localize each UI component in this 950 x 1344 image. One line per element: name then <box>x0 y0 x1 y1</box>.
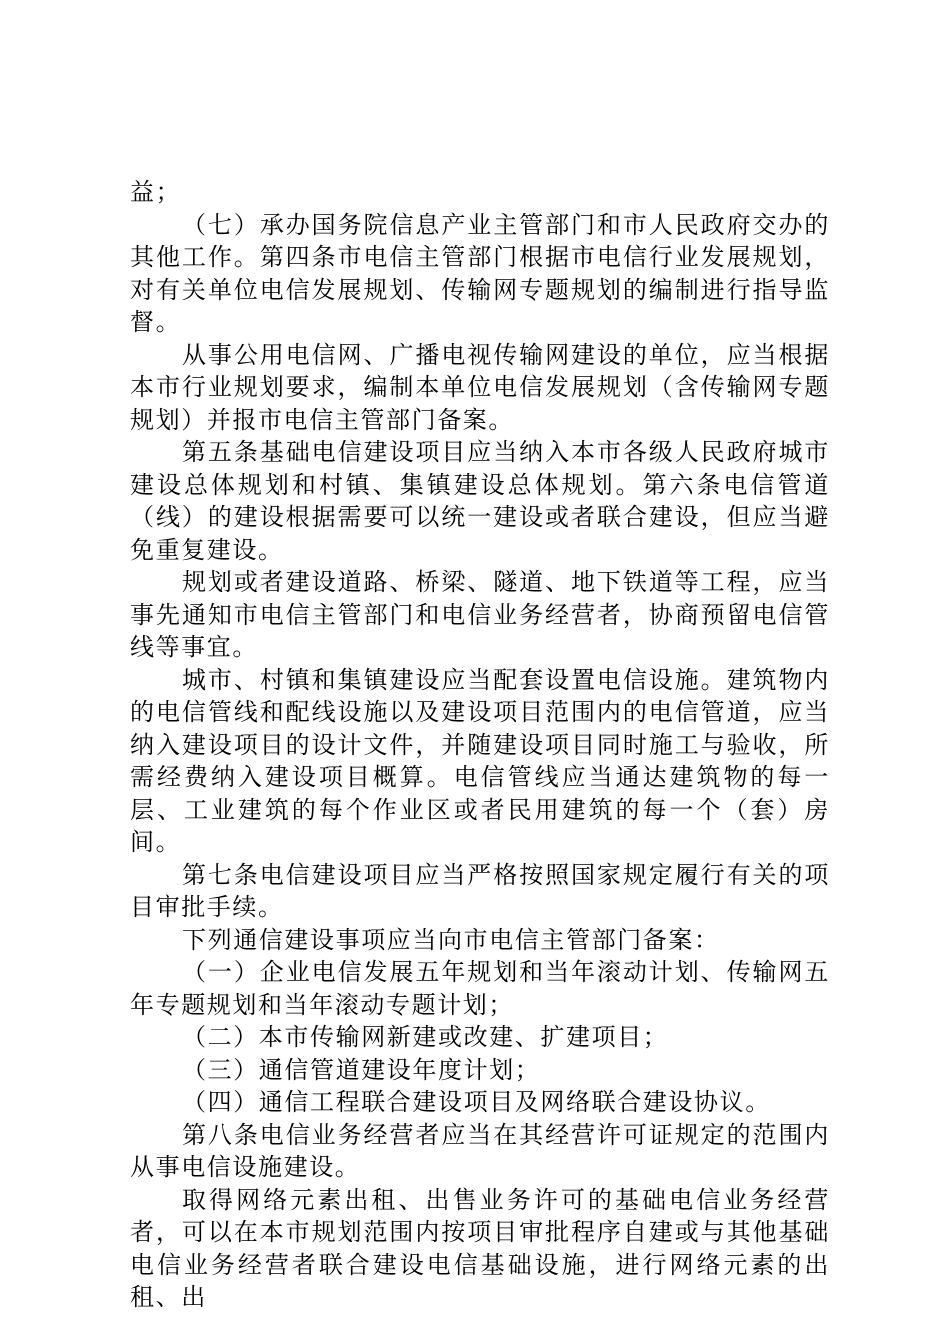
paragraph-planning-units: 从事公用电信网、广播电视传输网建设的单位，应当根据本市行业规划要求，编制本单位电信发展规划（含传输网专题规划）并报市电信主管部门备案。 <box>130 340 830 434</box>
paragraph-article-seven: 第七条电信建设项目应当严格按照国家规定履行有关的项目审批手续。 <box>130 860 830 921</box>
list-item-three: （三）通信管道建设年度计划； <box>182 1055 541 1084</box>
paragraph-network-elements: 取得网络元素出租、出售业务许可的基础电信业务经营者，可以在本市规划范围内按项目审批程序自建或与其他基础电信业务经营者联合建设电信基础设施，进行网络元素的出租、出 <box>130 1185 830 1311</box>
paragraph-continuation: 益； <box>130 178 182 206</box>
list-item-one: （一）企业电信发展五年规划和当年滚动计划、传输网五年专题规划和当年滚动专题计划； <box>130 958 830 1019</box>
list-item-four: （四）通信工程联合建设项目及网络联合建设协议。 <box>182 1088 771 1116</box>
paragraph-road-planning: 规划或者建设道路、桥梁、隧道、地下铁道等工程，应当事先通知市电信主管部门和电信业务经营者，协商预留电信管线等事宜。 <box>130 568 830 661</box>
paragraph-item-seven: （七）承办国务院信息产业主管部门和市人民政府交办的其他工作。第四条市电信主管部门根据市电信行业发展规划，对有关单位电信发展规划、传输网专题规划的编制进行指导监督。 <box>130 210 830 336</box>
document-body <box>130 176 830 1314</box>
paragraph-article-five-six: 第五条基础电信建设项目应当纳入本市各级人民政府城市建设总体规划和村镇、集镇建设总体规划。第六条电信管道（线）的建设根据需要可以统一建设或者联合建设，但应当避免重复建设。 <box>130 438 830 564</box>
paragraph-article-eight: 第八条电信业务经营者应当在其经营许可证规定的范围内从事电信设施建设。 <box>130 1120 830 1181</box>
paragraph-filing-list-intro: 下列通信建设事项应当向市电信主管部门备案： <box>182 925 720 954</box>
paragraph-building-facilities: 城市、村镇和集镇建设应当配套设置电信设施。建筑物内的电信管线和配线设施以及建设项目范围内的电信管道，应当纳入建设项目的设计文件，并随建设项目同时施工与验收，所需经费纳入建设项目概算。电信管线应当通达建筑物的每一层、工业建筑的每个作业区或者民用建筑的每一个（套）房间。 <box>130 665 830 856</box>
list-item-two: （二）本市传输网新建或改建、扩建项目； <box>182 1023 669 1051</box>
